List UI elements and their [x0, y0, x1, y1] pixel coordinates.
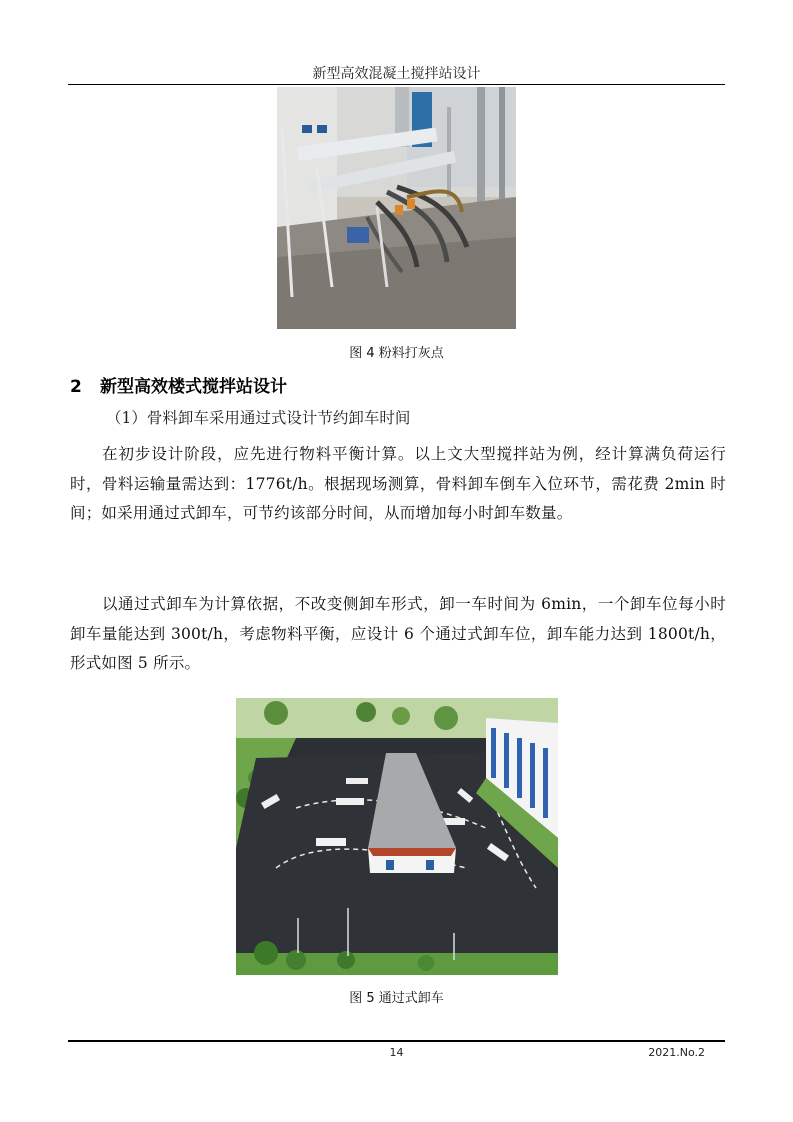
issue-label: 2021.No.2: [648, 1046, 705, 1059]
header-rule: [68, 84, 725, 85]
section-title: 新型高效楼式搅拌站设计: [100, 377, 287, 397]
running-header-title: 新型高效混凝土搅拌站设计: [312, 66, 481, 82]
section-number: 2: [70, 377, 82, 397]
paragraph-1: 在初步设计阶段，应先进行物料平衡计算。以上文大型搅拌站为例，经计算满负荷运行时，骨料运输量需达到：1776t/h。根据现场测算，骨料卸车倒车入位环节，需花费 2min 时间；如采用通过式卸车，可节约该部分时间，从而增加每小时卸车数量。: [70, 445, 726, 522]
figure-4-caption: 图 4 粉料打灰点: [349, 346, 444, 361]
paragraph-2: 以通过式卸车为计算依据，不改变侧卸车形式，卸一车时间为 6min，一个卸车位每小时卸车量能达到 300t/h，考虑物料平衡，应设计 6 个通过式卸车位，卸车能力达到 1800t/h，形式如图 5 所示。: [70, 595, 726, 672]
page-number: 14: [389, 1046, 404, 1059]
footer-rule: [68, 1040, 725, 1042]
figure-4-photo: [277, 87, 516, 329]
figure-5-caption: 图 5 通过式卸车: [349, 991, 444, 1006]
section-heading: [70, 372, 287, 397]
subsection-title: （1）骨料卸车采用通过式设计节约卸车时间: [106, 409, 411, 427]
figure-5-rendering: [236, 698, 558, 975]
